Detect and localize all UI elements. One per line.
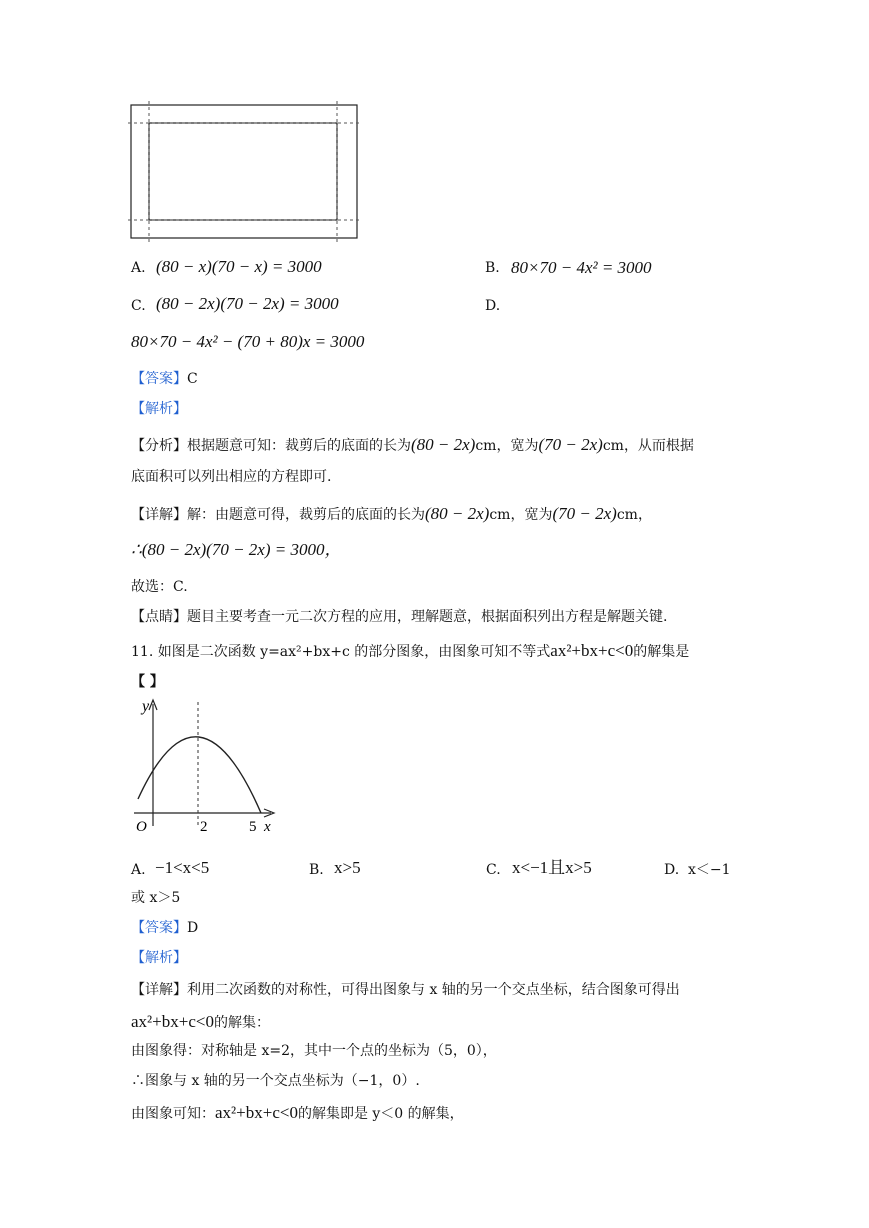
q11-stem-inequality: ax²+bx+c<0 <box>550 641 634 660</box>
fenxi-tail: ，从而根据 <box>623 438 694 454</box>
q10-fenxi-line2: 底面积可以列出相应的方程即可. <box>131 469 332 485</box>
answer-tag: 【答案】 <box>131 920 187 936</box>
q10-option-b: 80×70 − 4x² = 3000 <box>511 258 652 277</box>
inequality: ax²+bx+c<0 <box>131 1012 214 1031</box>
q10-option-d-letter: D. <box>485 298 501 314</box>
q10-option-d: 80×70 − 4x² − (70 + 80)x = 3000 <box>131 332 365 351</box>
fenxi-text: 根据题意可知：裁剪后的底面的长为 <box>187 438 411 454</box>
axis-value-label: 2 <box>200 819 208 834</box>
q11-option-c: x<−1且x>5 <box>512 858 592 877</box>
analysis-tag: 【解析】 <box>131 401 187 417</box>
dianjing-text: 题目主要考查一元二次方程的应用，理解题意，根据面积列出方程是解题关键. <box>187 609 668 625</box>
length-expression: (80 − 2x) <box>425 504 490 523</box>
q11-option-b-letter: B. <box>309 862 324 878</box>
xiangjie-text: 解：由题意可得，裁剪后的底面的长为 <box>187 507 425 523</box>
q11-option-a: −1<x<5 <box>155 858 210 877</box>
xiangjie-text: 利用二次函数的对称性，可得出图象与 x 轴的另一个交点坐标，结合图象可得出 <box>187 982 680 998</box>
root-label: 5 <box>249 819 257 834</box>
unit-cm: cm <box>602 438 624 454</box>
xiangjie-tag: 【详解】 <box>131 982 187 998</box>
q11-stem-tail: 的解集是 <box>633 644 690 660</box>
unit-cm: cm <box>475 438 497 454</box>
width-expression: (70 − 2x) <box>552 504 617 523</box>
inequality: ax²+bx+c<0 <box>215 1103 298 1122</box>
q11-bracket: 【 】 <box>131 674 164 690</box>
q11-option-c-letter: C. <box>486 862 501 878</box>
q10-option-c-letter: C. <box>131 298 146 314</box>
q11-stem-text: 11. 如图是二次函数 y=ax²+bx+c 的部分图象，由图象可知不等式 <box>131 644 551 660</box>
q11-ineq-line <box>131 1011 270 1033</box>
q10-dianjing-line <box>131 607 667 627</box>
width-expression: (70 − 2x) <box>538 435 603 454</box>
fenxi-tag: 【分析】 <box>131 438 187 454</box>
q11-option-d-part1: x＜−1 <box>688 862 731 878</box>
xiangjie-tail: ， <box>637 507 652 523</box>
q10-option-b-letter: B. <box>485 260 500 276</box>
known-tail: 的解集即是 y＜0 的解集， <box>297 1106 464 1122</box>
dianjing-tag: 【点睛】 <box>131 609 187 625</box>
q10-equation: ∴(80 − 2x)(70 − 2x) = 3000， <box>131 540 342 559</box>
q10-option-a: (80 − x)(70 − x) = 3000 <box>156 257 322 276</box>
q11-axis-line: 由图象得：对称轴是 x=2，其中一个点的坐标为（5，0）， <box>131 1043 497 1059</box>
analysis-tag: 【解析】 <box>131 950 187 966</box>
q11-option-d-part2: 或 x＞5 <box>131 890 181 906</box>
parabola-curve <box>138 737 261 813</box>
q10-xiangjie-line <box>131 503 652 525</box>
answer-tag: 【答案】 <box>131 371 187 387</box>
xiangjie-tag: 【详解】 <box>131 507 187 523</box>
q11-xiangjie-line <box>131 980 680 1000</box>
q10-fenxi-line1 <box>131 434 694 456</box>
q11-answer-line <box>131 918 198 938</box>
q10-choice-line: 故选：C. <box>131 579 188 595</box>
length-expression: (80 − 2x) <box>411 435 476 454</box>
ineq-tail: 的解集： <box>213 1015 270 1031</box>
q11-known-line <box>131 1102 464 1124</box>
origin-label: O <box>136 819 147 834</box>
width-text: ，宽为 <box>510 507 553 523</box>
answer-value: D <box>187 920 199 936</box>
unit-cm: cm <box>489 507 511 523</box>
q11-stem <box>131 640 689 662</box>
q10-option-c: (80 − 2x)(70 − 2x) = 3000 <box>156 294 339 313</box>
q11-option-b: x>5 <box>334 858 361 877</box>
unit-cm: cm <box>616 507 638 523</box>
width-text: ，宽为 <box>496 438 539 454</box>
box-net-figure <box>128 101 360 243</box>
q10-answer-line <box>131 369 198 389</box>
y-axis-label: y <box>142 698 150 715</box>
q11-option-a-letter: A. <box>131 862 146 878</box>
parabola-graph <box>128 696 278 834</box>
q11-other-root-line: ∴图象与 x 轴的另一个交点坐标为（−1，0）. <box>131 1073 420 1089</box>
q10-option-a-letter: A. <box>131 260 146 276</box>
x-axis-label: x <box>264 819 271 834</box>
known-text: 由图象可知： <box>131 1106 215 1122</box>
answer-value: C <box>187 371 198 387</box>
q11-option-d-letter: D. <box>664 862 680 878</box>
